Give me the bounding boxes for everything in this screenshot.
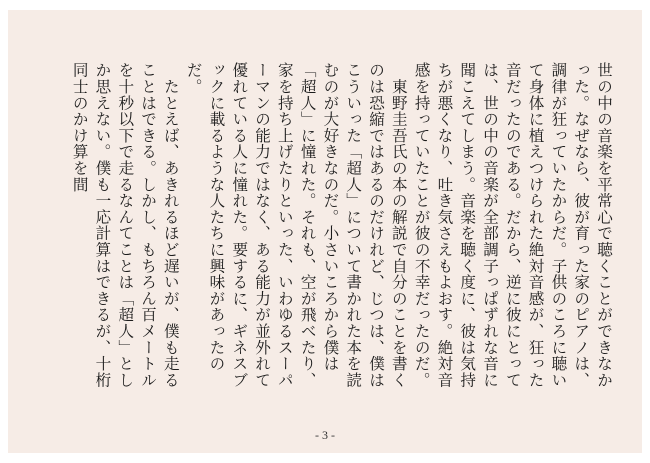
paragraph: 東野圭吾氏の本の解説で自分のことを書くのは恐縮ではあるのだけれど、じつは、僕はこういった「超人」について書かれた本を読むのが大好きなのだ。小さいころから僕は「超人」に憧れた。それも、空が飛べたり、家を持ち上げたりといった、いわゆるスーパーマンの能力ではなく、ある能力が並外れて優れている人に憧れた。要するに、ギネスブックに載るような人たちに興味があったのだ。 <box>184 62 408 388</box>
page-number: - 3 - <box>315 428 335 442</box>
paragraph: 世の中の音楽を平常心で聴くことができなかった。なぜなら、彼が育った家のピアノは、調律が狂っていたからだ。子供のころに聴いて身体に植えつけられた絶対音感が、狂った音だったのである。だから、逆に彼にとっては、世の中の音楽が全部調子っぱずれな音に聞こえてしまう。音楽を聴く度に、彼は気持ちが悪くなり、吐き気さえもよおす。絶対音感を持っていたことが彼の不幸だったのだ。 <box>412 62 613 388</box>
vertical-text-body <box>68 62 615 402</box>
paragraph: たとえば、あきれるほど遅いが、僕も走ることはできる。しかし、もちろん百メートルを十秒以下で走るなんてことは「超人」としか思えない。僕も一応計算はできるが、十桁同士のかけ算を間 <box>70 62 180 388</box>
book-page <box>8 10 642 453</box>
